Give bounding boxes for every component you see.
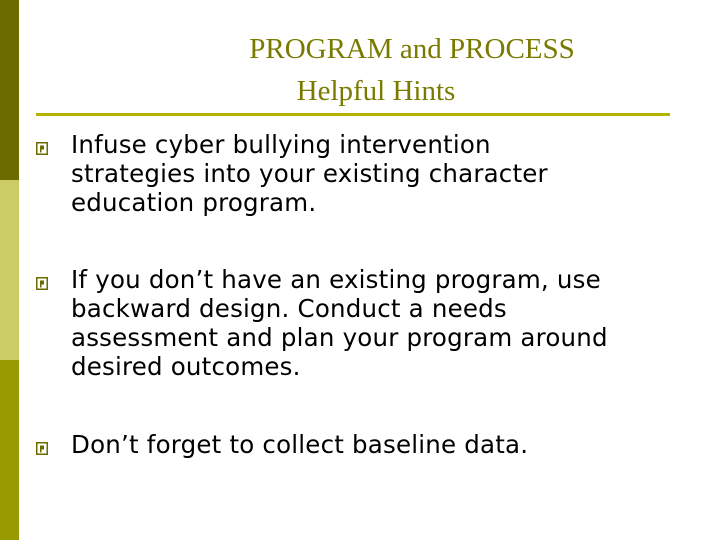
square-p-bullet-icon (36, 277, 48, 290)
slide-title-line-1: PROGRAM and PROCESS (249, 33, 575, 65)
side-band-bottom (0, 360, 19, 540)
bullet-text: Don’t forget to collect baseline data. (71, 430, 529, 459)
bullet-text: Infuse cyber bullying intervention strategies into your existing character education program. (71, 130, 548, 217)
side-band-middle (0, 180, 19, 360)
slide-title (36, 28, 716, 112)
square-p-bullet-icon (36, 142, 48, 155)
slide-title-line-2: Helpful Hints (296, 75, 456, 107)
side-band-top (0, 0, 19, 180)
title-underline-rule (36, 113, 670, 116)
bullet-text: If you don’t have an existing program, use backward design. Conduct a needs assessment and plan your program around desired outcomes. (71, 265, 608, 381)
square-p-bullet-icon (36, 442, 48, 455)
